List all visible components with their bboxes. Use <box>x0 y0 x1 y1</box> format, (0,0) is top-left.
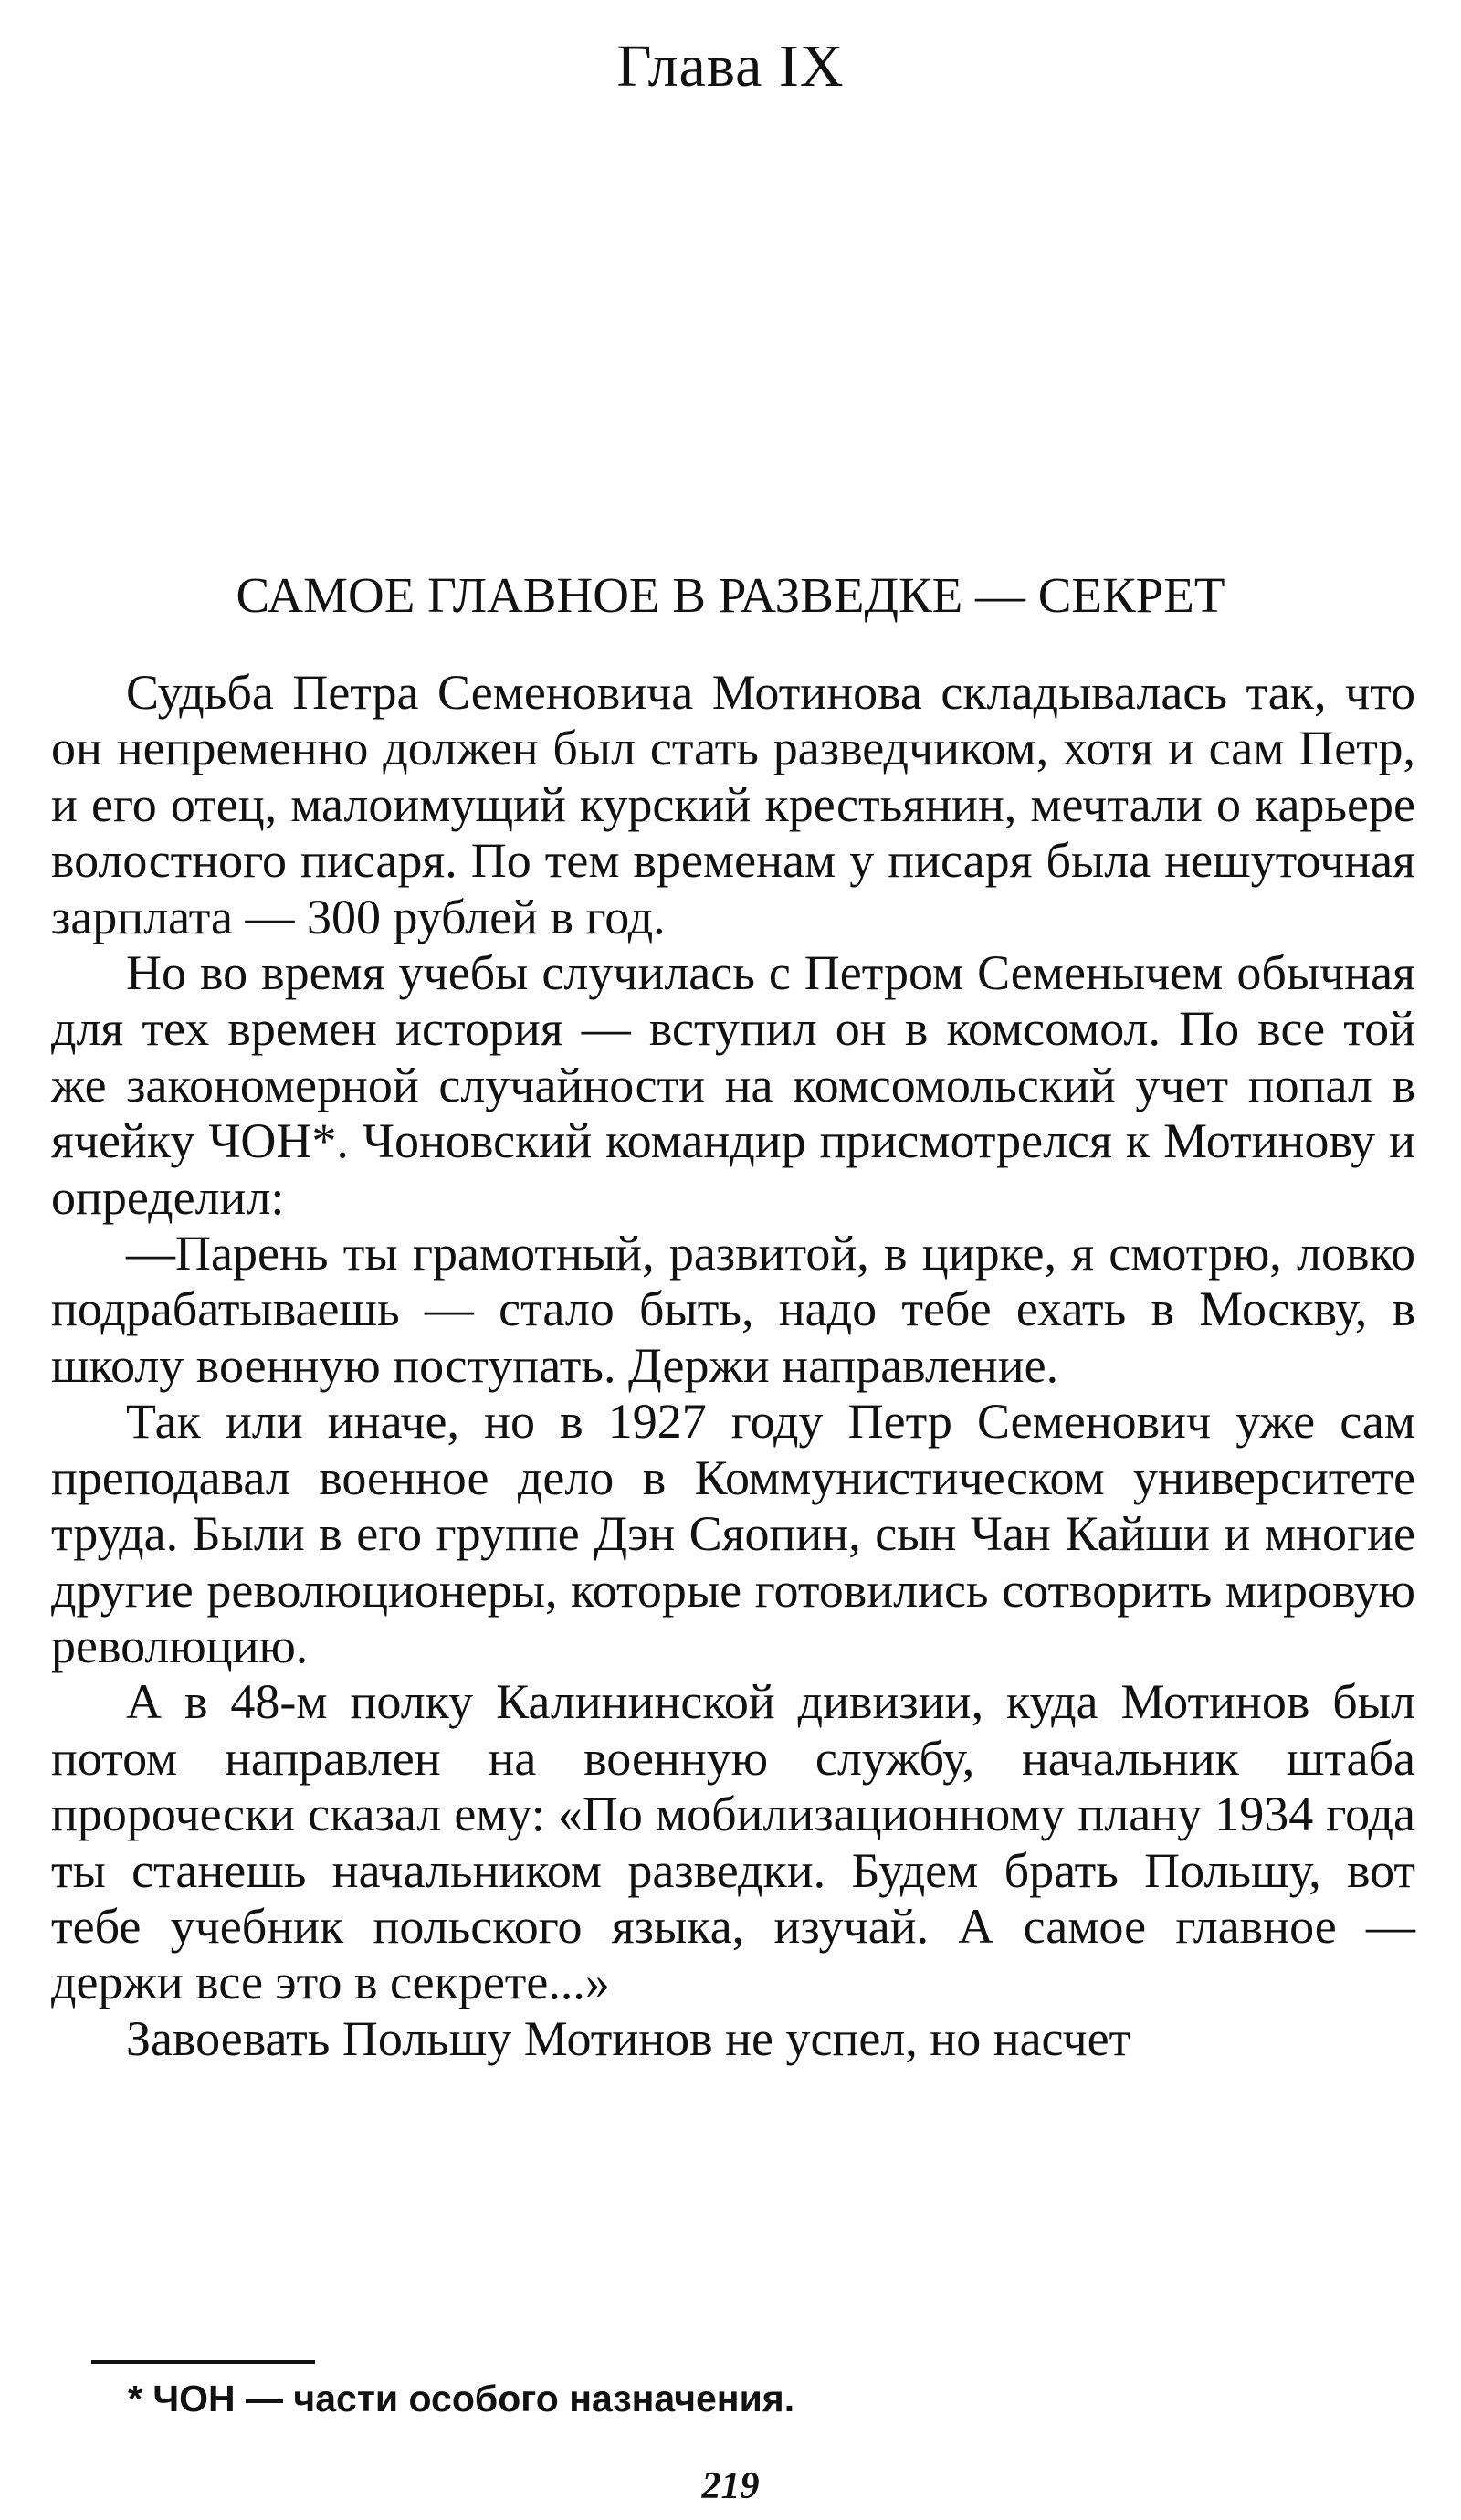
paragraph: Судьба Петра Семеновича Мотинова складывалась так, что он непременно должен был стать разведчиком, хотя и сам Петр, и его отец, малоимущий курский крестьянин, мечтали о карьере волостного писаря. По тем временам у писаря была нешуточная зарплата — 300 рублей в год. <box>51 665 1415 944</box>
section-title: САМОЕ ГЛАВНОЕ В РАЗВЕДКЕ — СЕКРЕТ <box>236 567 1225 623</box>
paragraph: —Парень ты грамотный, развитой, в цирке, я смотрю, ловко подрабатываешь — стало быть, надо тебе ехать в Москву, в школу военную поступать. Держи направление. <box>51 1226 1415 1393</box>
body-text <box>51 665 1415 2067</box>
paragraph: Завоевать Польшу Мотинов не успел, но насчет <box>126 2010 1131 2066</box>
paragraph: Так или иначе, но в 1927 году Петр Семенович уже сам преподавал военное дело в Коммунистическом университете труда. Были в его группе Дэн Сяопин, сын Чан Кайши и многие другие революционеры, которые готовились сотворить мировую революцию. <box>51 1394 1415 1673</box>
page-number: 219 <box>701 2465 760 2507</box>
chapter-label: Глава IX <box>616 33 845 100</box>
paragraph: Но во время учебы случилась с Петром Семенычем обычная для тех времен история — вступил он в комсомол. По все той же закономерной случайности на комсомольский учет попал в ячейку ЧОН*. Чоновский командир присмотрелся к Мотинову и определил: <box>51 945 1415 1225</box>
paragraph: А в 48-м полку Калининской дивизии, куда Мотинов был потом направлен на военную службу, начальник штаба пророчески сказал ему: «По мобилизационному плану 1934 года ты станешь начальником разведки. Будем брать Польшу, вот тебе учебник польского языка, изучай. А самое главное — держи все это в секрете...» <box>51 1674 1415 2010</box>
footnote: * ЧОН — части особого назначения. <box>128 2378 795 2420</box>
footnote-divider <box>91 2360 315 2364</box>
